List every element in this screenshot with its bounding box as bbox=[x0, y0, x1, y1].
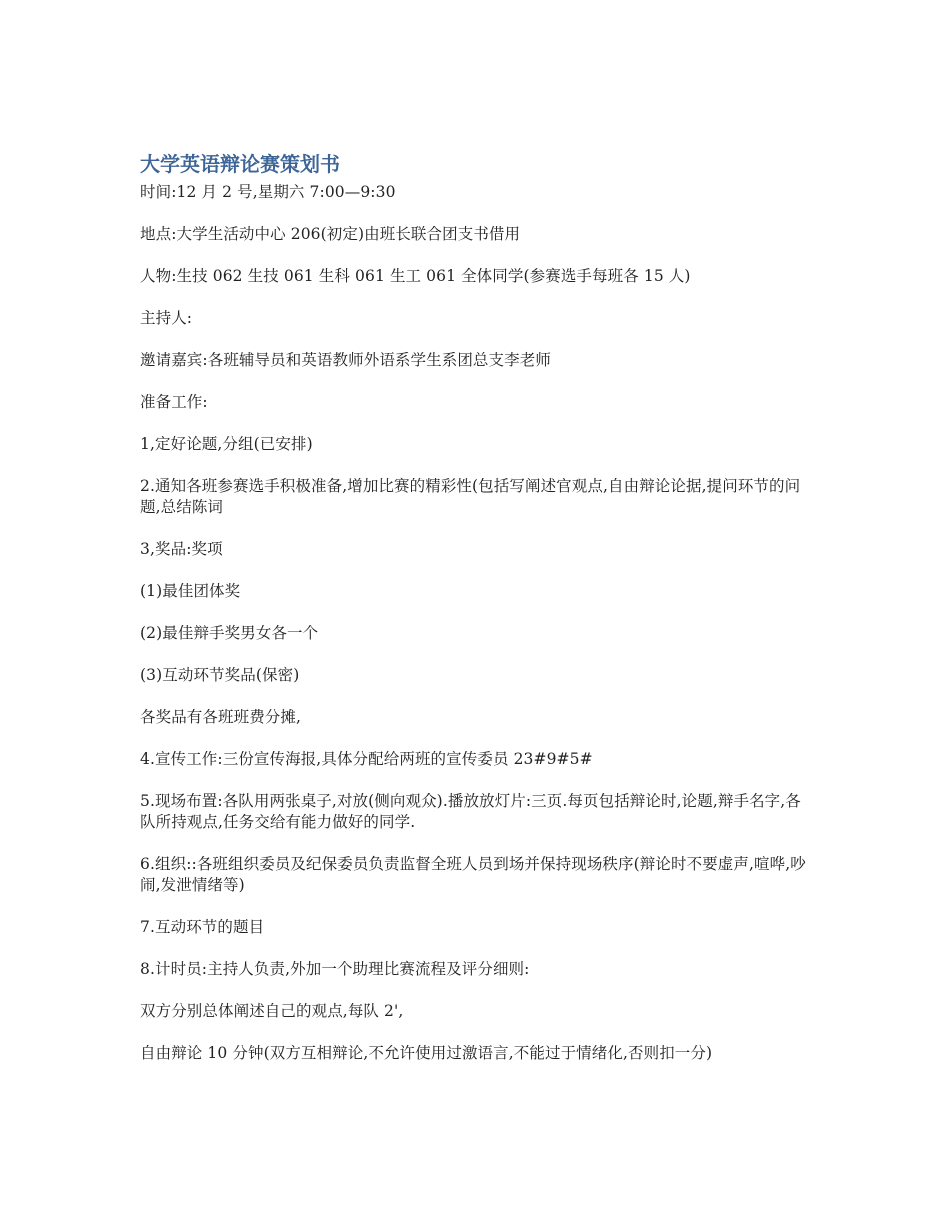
paragraph-prize-cost: 各奖品有各班班费分摊, bbox=[140, 708, 302, 726]
paragraph-free-debate: 自由辩论 10 分钟(双方互相辩论,不允许使用过激语言,不能过于情绪化,否则扣一分) bbox=[140, 1044, 713, 1062]
paragraph-item-3: 3,奖品:奖项 bbox=[140, 540, 223, 558]
paragraph-item-5: 5.现场布置:各队用两张桌子,对放(侧向观众).播放放灯片:三页.每页包括辩论时,论题,辩手名字,各队所持观点,任务交给有能力做好的同学. bbox=[140, 792, 801, 831]
paragraph-award-3: (3)互动环节奖品(保密) bbox=[140, 666, 300, 684]
paragraph-participants: 人物:生技 062 生技 061 生科 061 生工 061 全体同学(参赛选手每班各 15 人) bbox=[140, 267, 691, 285]
document-title: 大学英语辩论赛策划书 bbox=[140, 152, 340, 176]
paragraph-item-2: 2.通知各班参赛选手积极准备,增加比赛的精彩性(包括写阐述官观点,自由辩论论据,提问环节的问题,总结陈词 bbox=[140, 477, 801, 516]
paragraph-item-4: 4.宣传工作:三份宣传海报,具体分配给两班的宣传委员 23#9#5# bbox=[140, 750, 593, 768]
paragraph-guests: 邀请嘉宾:各班辅导员和英语教师外语系学生系团总支李老师 bbox=[140, 351, 551, 369]
paragraph-item-7: 7.互动环节的题目 bbox=[140, 918, 265, 936]
paragraph-item-1: 1,定好论题,分组(已安排) bbox=[140, 435, 313, 453]
paragraph-award-2: (2)最佳辩手奖男女各一个 bbox=[140, 624, 319, 642]
document-body bbox=[140, 182, 810, 1064]
paragraph-opening-statements: 双方分别总体阐述自己的观点,每队 2', bbox=[140, 1002, 404, 1020]
paragraph-location: 地点:大学生活动中心 206(初定)由班长联合团支书借用 bbox=[140, 225, 521, 243]
paragraph-item-8: 8.计时员:主持人负责,外加一个助理比赛流程及评分细则: bbox=[140, 960, 530, 978]
paragraph-award-1: (1)最佳团体奖 bbox=[140, 582, 241, 600]
paragraph-time: 时间:12 月 2 号,星期六 7:00—9:30 bbox=[140, 183, 396, 201]
paragraph-preparation: 准备工作: bbox=[140, 393, 208, 411]
document-page bbox=[140, 150, 810, 1085]
paragraph-item-6: 6.组织::各班组织委员及纪保委员负责监督全班人员到场并保持现场秩序(辩论时不要虚声,喧哗,吵闹,发泄情绪等) bbox=[140, 855, 806, 894]
paragraph-host: 主持人: bbox=[140, 309, 193, 327]
